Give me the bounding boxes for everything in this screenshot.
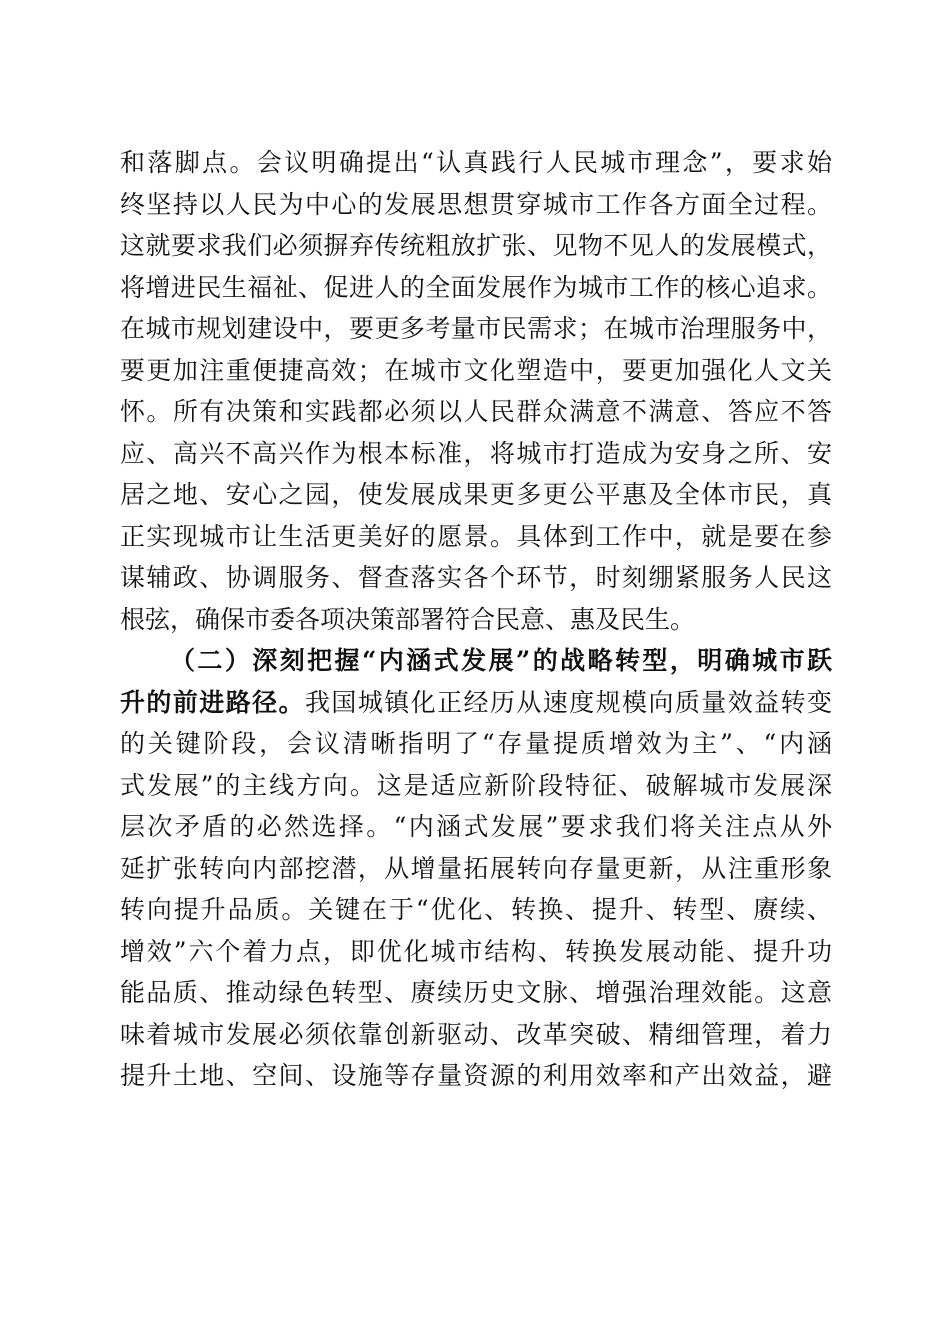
text-line: 终坚持以人民为中心的发展思想贯穿城市工作各方面全过程。 [120,189,832,219]
text-line: 应、高兴不高兴作为根本标准，将城市打造成为安身之所、安 [120,438,832,468]
text-line: 谋辅政、协调服务、督查落实各个环节，时刻绷紧服务人民这 [120,563,832,592]
section-heading-continuation [120,682,832,724]
section-text-start: 我国城镇化正经历从速度规模向质量效益转变 [304,687,832,717]
text-line: 能品质、推动绿色转型、赓续历史文脉、增强治理效能。这意 [120,978,832,1007]
text-line: 味着城市发展必须依靠创新驱动、改革突破、精细管理，着力 [120,1019,832,1049]
text-line: 怀。所有决策和实践都必须以人民群众满意不满意、答应不答 [120,397,832,426]
text-line: 提升土地、空间、设施等存量资源的利用效率和产出效益，避 [120,1061,832,1090]
text-line: 层次矛盾的必然选择。“内涵式发展”要求我们将关注点从外 [120,812,832,841]
text-line: 这就要求我们必须摒弃传统粗放扩张、见物不见人的发展模式， [120,231,832,260]
text-line: 和落脚点。会议明确提出“认真践行人民城市理念”，要求始 [120,148,832,177]
section-heading-end: 升的前进路径。 [120,687,305,717]
text-line: 增效”六个着力点，即优化城市结构、转换发展动能、提升功 [120,936,832,966]
text-line: 的关键阶段，会议清晰指明了“存量提质增效为主”、“内涵 [120,729,832,758]
text-line: 式发展”的主线方向。这是适应新阶段特征、破解城市发展深 [120,770,832,800]
section-heading: （二）深刻把握“内涵式发展”的战略转型，明确城市跃 [170,646,832,675]
text-line: 延扩张转向内部挖潜，从增量拓展转向存量更新，从注重形象 [120,853,832,883]
text-line: 居之地、安心之园，使发展成果更多更公平惠及全体市民，真 [120,480,832,509]
body-text [120,142,832,1097]
text-line: 在城市规划建设中，要更多考量市民需求；在城市治理服务中， [120,314,832,343]
text-line: 转向提升品质。关键在于“优化、转换、提升、转型、赓续、 [120,895,832,924]
text-line: 将增进民生福祉、促进人的全面发展作为城市工作的核心追求。 [120,272,832,302]
text-line: 正实现城市让生活更美好的愿景。具体到工作中，就是要在参 [120,521,832,551]
text-line: 要更加注重便捷高效；在城市文化塑造中，要更加强化人文关 [120,355,832,385]
text-line: 根弦，确保市委各项决策部署符合民意、惠及民生。 [120,604,696,634]
